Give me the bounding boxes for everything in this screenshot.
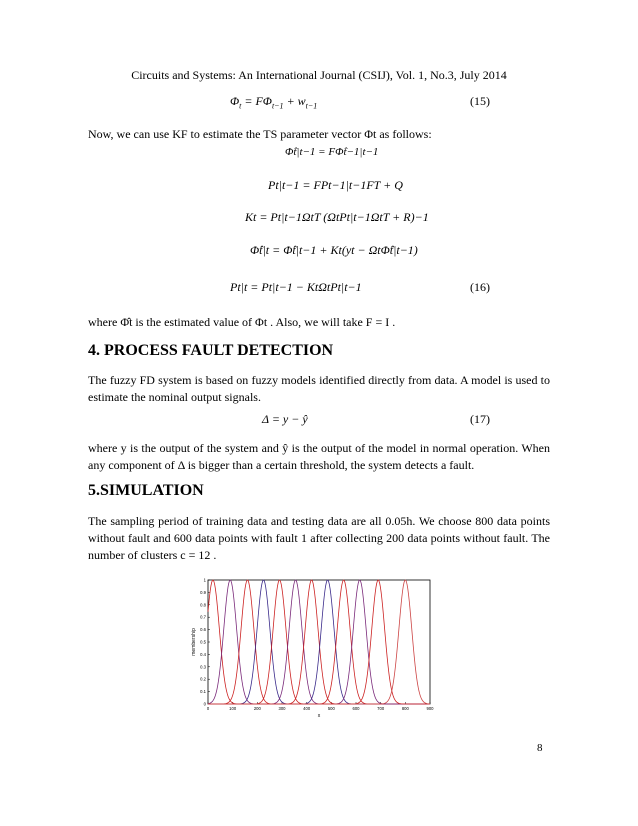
equation-17: Δ = y − ŷ <box>262 412 308 426</box>
paragraph-where-1: where Φ̂t is the estimated value of Φt . Also, we will take F = I . <box>88 315 396 329</box>
y-tick-label: 0.9 <box>200 589 206 595</box>
section-5-heading: 5.SIMULATION <box>88 482 204 499</box>
y-tick-label: 0.1 <box>200 689 206 695</box>
x-tick-label: 200 <box>253 706 261 711</box>
x-tick-label: 300 <box>278 706 286 711</box>
x-tick-label: 400 <box>303 706 311 711</box>
journal-header: Circuits and Systems: An International Journal (CSIJ), Vol. 1, No.3, July 2014 <box>131 68 507 82</box>
x-tick-label: 600 <box>352 706 360 711</box>
chart-x-label: x <box>317 713 321 719</box>
x-tick-label: 0 <box>206 706 210 711</box>
y-tick-label: 0.3 <box>200 664 206 670</box>
y-tick-label: 0 <box>203 701 206 707</box>
kf-eq-2: Pt|t−1 = FPt−1|t−1FT + Q <box>268 178 403 192</box>
x-tick-label: 800 <box>401 706 409 711</box>
y-tick-label: 1 <box>203 577 206 583</box>
paragraph-kf: Now, we can use KF to estimate the TS parameter vector Φt as follows: <box>88 127 432 141</box>
kf-eq-3: Kt = Pt|t−1ΩtT (ΩtPt|t−1ΩtT + R)−1 <box>245 210 429 224</box>
equation-16-number: (16) <box>470 280 490 294</box>
x-tick-label: 700 <box>377 706 385 711</box>
kf-eq-1: Φ̂t|t−1 = FΦ̂t−1|t−1 <box>285 146 379 158</box>
paragraph-fd: The fuzzy FD system is based on fuzzy models identified directly from data. A model is used to estimate the nominal output signals. <box>88 373 550 404</box>
page-number: 8 <box>537 742 543 754</box>
paragraph-simulation: The sampling period of training data and testing data are all 0.05h. We choose 800 data points without fault and 600 data points with fault 1 after collecting 200 data points without fault. The number of clusters c = 12 . <box>88 514 550 562</box>
equation-15: $\Phi_t = F\Phi_{t-1} + w_{t-1}$ <box>230 94 318 111</box>
equation-17-number: (17) <box>470 412 490 426</box>
section-4-heading: 4. PROCESS FAULT DETECTION <box>88 342 334 359</box>
membership-chart <box>188 574 450 720</box>
equation-15-number: (15) <box>470 94 490 108</box>
x-tick-label: 900 <box>426 706 434 711</box>
x-tick-label: 500 <box>327 706 335 711</box>
chart-y-label: membership <box>191 628 197 656</box>
x-tick-label: 100 <box>229 706 237 711</box>
y-tick-label: 0.8 <box>200 602 206 608</box>
kf-eq-5: Pt|t = Pt|t−1 − KtΩtPt|t−1 <box>230 280 362 294</box>
y-tick-label: 0.2 <box>200 676 206 682</box>
y-tick-label: 0.6 <box>200 627 206 633</box>
paragraph-where-2: where y is the output of the system and ŷ is the output of the model in normal operation. When any component of Δ is bigger than a certain threshold, the system detects a fault. <box>88 441 550 472</box>
y-tick-label: 0.5 <box>200 639 206 645</box>
y-tick-label: 0.4 <box>200 651 206 657</box>
kf-eq-4: Φ̂t|t = Φ̂t|t−1 + Kt(yt − ΩtΦ̂t|t−1) <box>250 243 418 257</box>
y-tick-label: 0.7 <box>200 614 206 620</box>
